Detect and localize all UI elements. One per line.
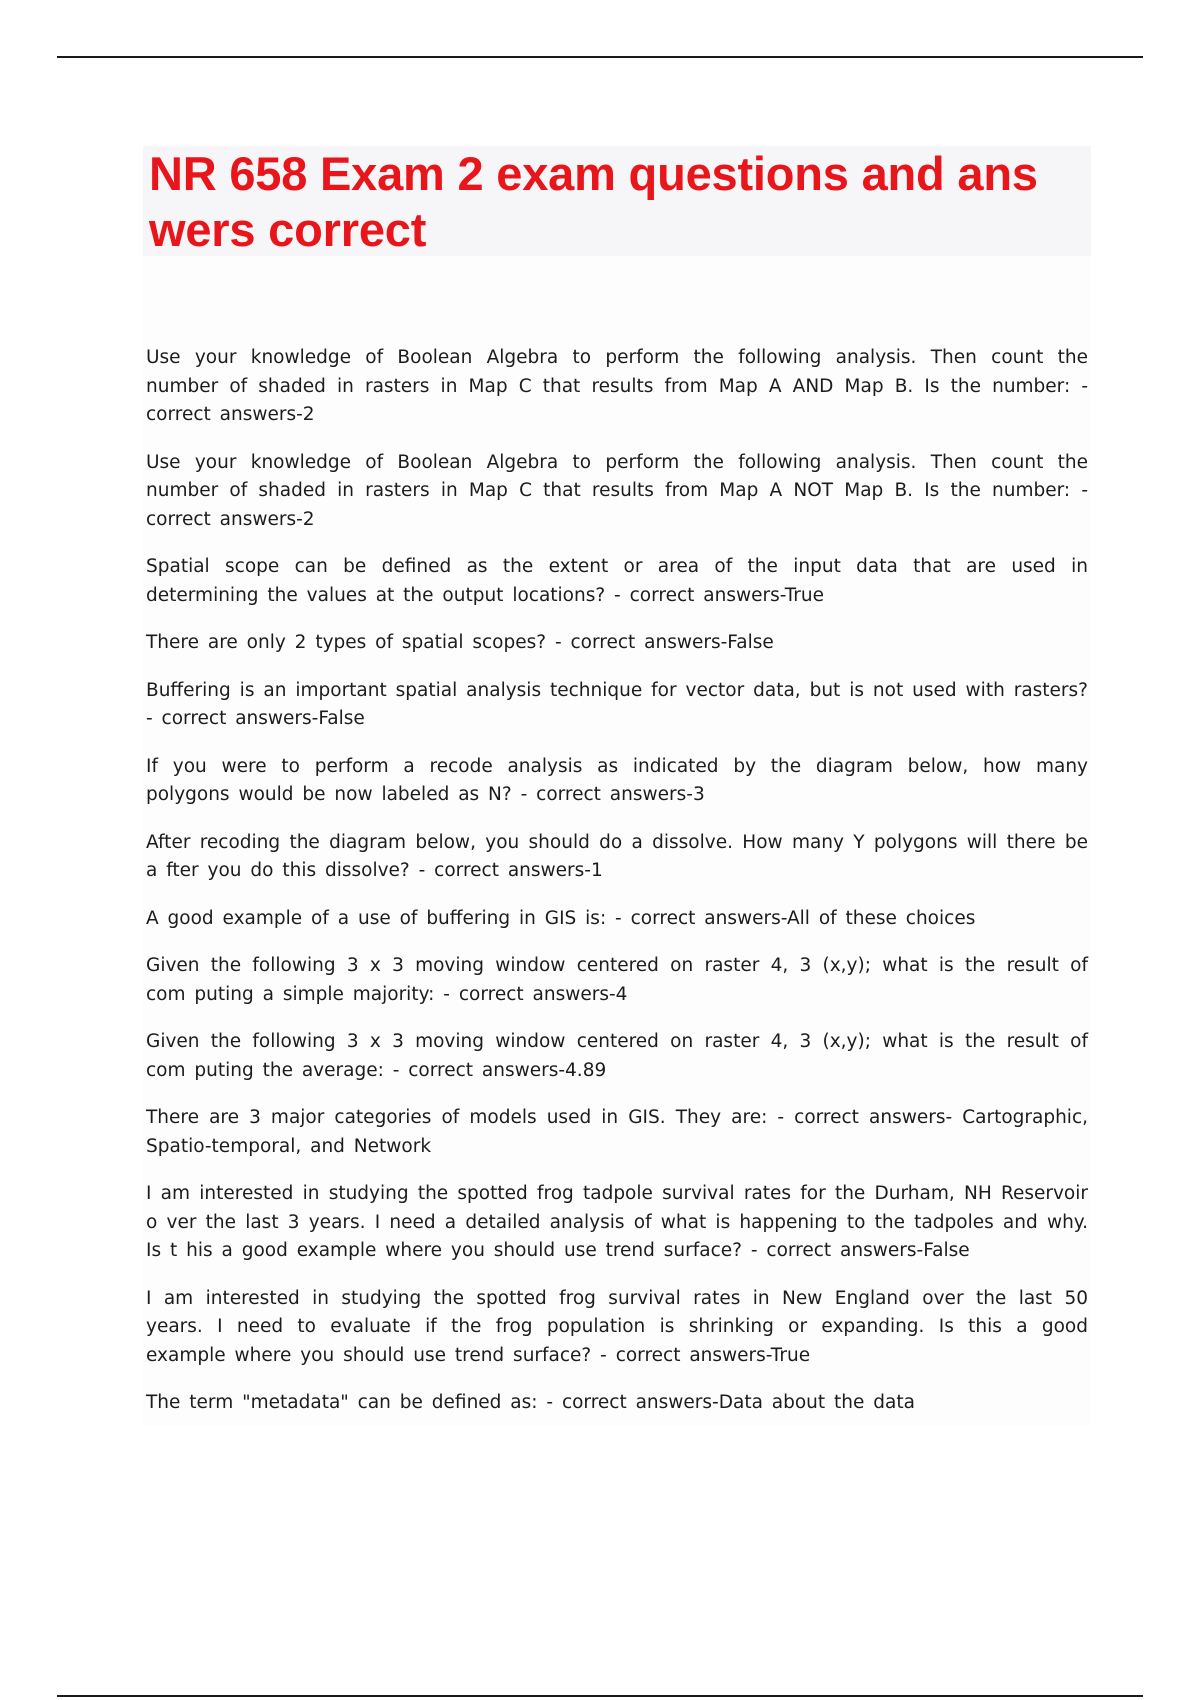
qa-item — [146, 753, 1088, 810]
qa-item — [146, 1389, 1088, 1418]
document-title — [149, 146, 1085, 258]
qa-text: Spatial scope can be defined as the extent or area of the input data that are used in determining the values at the output locations? - correct answers-True — [146, 556, 1088, 606]
qa-item — [146, 344, 1088, 430]
qa-item — [146, 677, 1088, 734]
qa-item — [146, 905, 1088, 934]
qa-item — [146, 1285, 1088, 1371]
document-title-line-1: NR 658 Exam 2 exam questions and ans — [149, 147, 1038, 200]
qa-text: There are only 2 types of spatial scopes? - correct answers-False — [146, 632, 774, 653]
qa-text: The term "metadata" can be defined as: - correct answers-Data about the data — [146, 1392, 915, 1413]
qa-text: If you were to perform a recode analysis as indicated by the diagram below, how many polygons would be now labeled as N? - correct answers-3 — [146, 755, 1088, 805]
qa-text: Buffering is an important spatial analysis technique for vector data, but is not used with rasters? - correct answers-False — [146, 679, 1088, 729]
qa-item — [146, 1180, 1088, 1266]
qa-item — [146, 1104, 1088, 1161]
qa-text: After recoding the diagram below, you should do a dissolve. How many Y polygons will there be a fter you do this dissolve? - correct answers-1 — [146, 831, 1088, 881]
qa-text: I am interested in studying the spotted frog tadpole survival rates for the Durham, NH Reservoir o ver the last 3 years. I need a detailed analysis of what is happening to the tadpoles and why. Is t his a good example where you should use trend surface? - correct answers-False — [146, 1183, 1088, 1261]
qa-text: I am interested in studying the spotted frog survival rates in New England over the last 50 years. I need to evaluate if the frog population is shrinking or expanding. Is this a good example where you should use trend surface? - correct answers-True — [146, 1287, 1088, 1366]
qa-item — [146, 629, 1088, 658]
qa-text: Use your knowledge of Boolean Algebra to perform the following analysis. Then count the number of shaded in rasters in Map C that results from Map A NOT Map B. Is the number: - correct answers-2 — [146, 451, 1088, 530]
document-title-line-2: wers correct — [149, 203, 427, 256]
title-block — [143, 146, 1091, 256]
qa-item — [146, 952, 1088, 1009]
top-rule — [57, 56, 1143, 58]
qa-item — [146, 449, 1088, 535]
bottom-rule — [57, 1695, 1143, 1697]
qa-item — [146, 1028, 1088, 1085]
qa-item — [146, 553, 1088, 610]
qa-text: Given the following 3 x 3 moving window centered on raster 4, 3 (x,y); what is the result of com puting a simple majority: - correct answers-4 — [146, 955, 1088, 1005]
qa-item — [146, 829, 1088, 886]
qa-text: A good example of a use of buffering in GIS is: - correct answers-All of these choices — [146, 907, 976, 929]
qa-text: There are 3 major categories of models used in GIS. They are: - correct answers- Cartographic, Spatio-temporal, and Network — [146, 1107, 1088, 1157]
question-answer-list — [146, 344, 1088, 1437]
qa-text: Given the following 3 x 3 moving window centered on raster 4, 3 (x,y); what is the result of com puting the average: - correct answers-4.89 — [146, 1031, 1088, 1081]
qa-text: Use your knowledge of Boolean Algebra to perform the following analysis. Then count the number of shaded in rasters in Map C that results from Map A AND Map B. Is the number: - correct answers-2 — [146, 347, 1088, 425]
